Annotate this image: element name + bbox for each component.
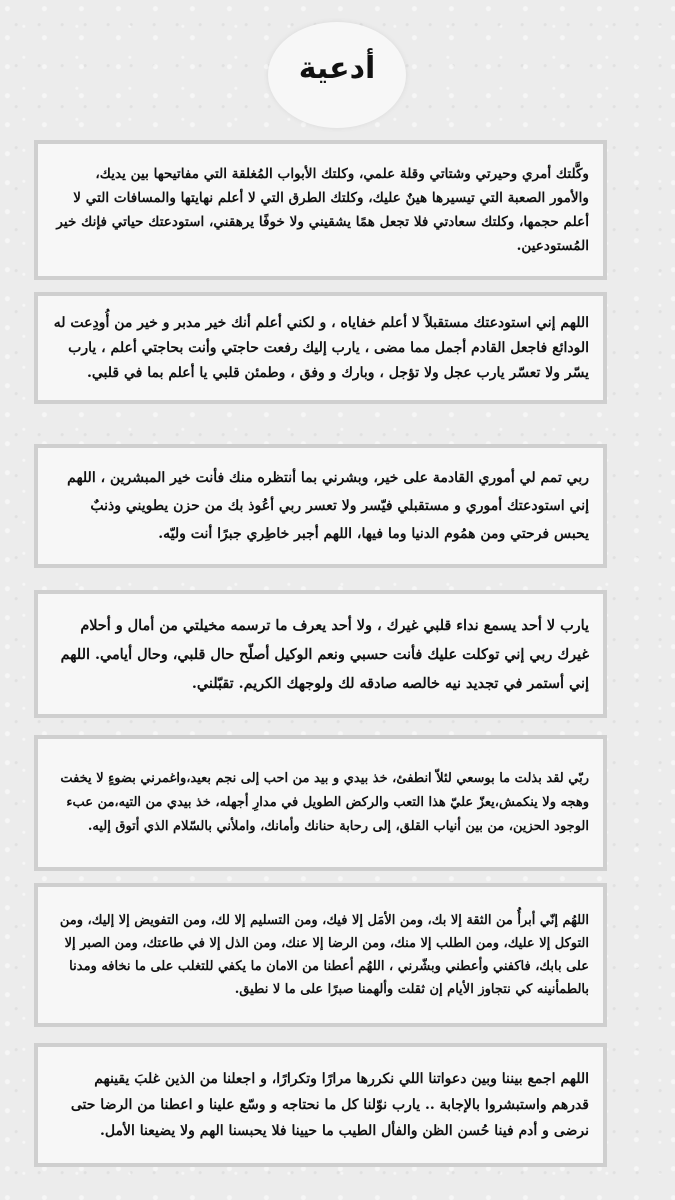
dua-card-4 — [34, 590, 607, 718]
dua-card-1 — [34, 140, 607, 280]
dua-text-3: ربي تمم لي أموري القادمة على خير، وبشرني بما أنتظره منك فأنت خير المبشرين ، اللهم إني استودعتك أموري و مستقبلي فيّسر ولا تعسر ربي أعُوذ بك من حزن يطويني وذنبٌ يحبس فرحتي ومن همُوم الدنيا وما فيها، اللهم أجبر خاطِري جبرًا أنت وليّه. — [67, 470, 589, 542]
dua-text-4: يارب لا أحد يسمع نداء قلبي غيرك ، ولا أحد يعرف ما ترسمه مخيلتي من أمال و أحلام غيرك ربي إني توكلت عليك فأنت حسبي ونعم الوكيل أصلّح حال قلبي، وحال أيامي. اللهم إني أستمر في تجديد نيه خالصه صادقه لك ولوجهك الكريم. تقبّلني. — [60, 616, 589, 692]
dua-text-2: اللهم إني استودعتك مستقبلاً لا أعلم خفاياه ، و لكني أعلم أنك خير مدبر و خير من أُودِعت له الودائع فاجعل القادم أجمل مما مضى ، يارب إليك رفعت حاجتي وأنت بحاجتي أعلم ، يارب يسّر ولا تعسّر يارب عجل ولا تؤجل ، وبارك و وفق ، وطمئن قلبي يا أعلم بما في قلبي. — [53, 314, 589, 381]
dua-card-2 — [34, 292, 607, 404]
dua-card-7 — [34, 1043, 607, 1167]
title-badge — [268, 22, 406, 128]
page-title: أدعية — [298, 50, 376, 86]
dua-text-7: اللهم اجمع بيننا وبين دعواتنا اللي نكررها مرارًا وتكرارًا، و اجعلنا من الذين غلبَ يقينهم قدرهم واستبشروا بالإجابة .. يارب نوّلنا كل ما نحتاجه و وسّع علينا و اعطنا من الرضا حتى نرضى و أدم فينا حُسن الظن والفأل الطيب ما حيينا فلا يحبسنا الهم ولا يضيعنا الأمل. — [70, 1071, 589, 1139]
dua-text-6: اللهُم إنّي أبرأُ من الثقة إلا بك، ومن الأمَل إلا فيك، ومن التسليم إلا لك، ومن التفويض إلا إليك، ومن التوكل إلا عليك، ومن الطلب إلا منك، ومن الرضا إلا عنك، ومن الذل إلا في طاعتك، ومن الصبر إلا على بابك، فاكفني وأعطني وبشّرني ، اللهُم أعطنا من الامان ما يكفي للتغلب على ما نخافه ومدنا بالطمأنينه كي نتجاوز الأيام إن ثقلت وألهمنا صبرًا على ما لا نطيق. — [59, 913, 589, 997]
dua-text-1: وكَّلتك أمري وحيرتي وشتاتي وقلة علمي، وكلتك الأبواب المُغلقة التي مفاتيحها بين يديك، والأمور الصعبة التي تيسيرها هينٌ عليك، وكلتك الطرق التي لا أعلم نهايتها والمسافات التي لا أعلم حجمها، وكلتك سعادتي فلا تجعل همًا يشقيني ولا خوفًا يرهقني، استودعتك حياتي فإنك خير المُستودعين. — [56, 166, 589, 254]
dua-card-6 — [34, 883, 607, 1027]
dua-card-5 — [34, 735, 607, 871]
dua-card-3 — [34, 444, 607, 568]
dua-text-5: ربّي لقد بذلت ما بوسعي لئلاّ انطفئ، خذ بيدي و بيد من احب إلى نجم بعيد،واغمرني بضوءٍ لا يخفت وهجه ولا ينكمش،يعزّ عليّ هذا التعب والركض الطويل في مدارِ أجهله، خذ بيدي من التيه،من عبء الوجود الحزين، من بين أنياب القلق، إلى رحابة حنانك وأمانك، واملأني بالسّلام الذي أتوق إليه. — [60, 771, 589, 834]
